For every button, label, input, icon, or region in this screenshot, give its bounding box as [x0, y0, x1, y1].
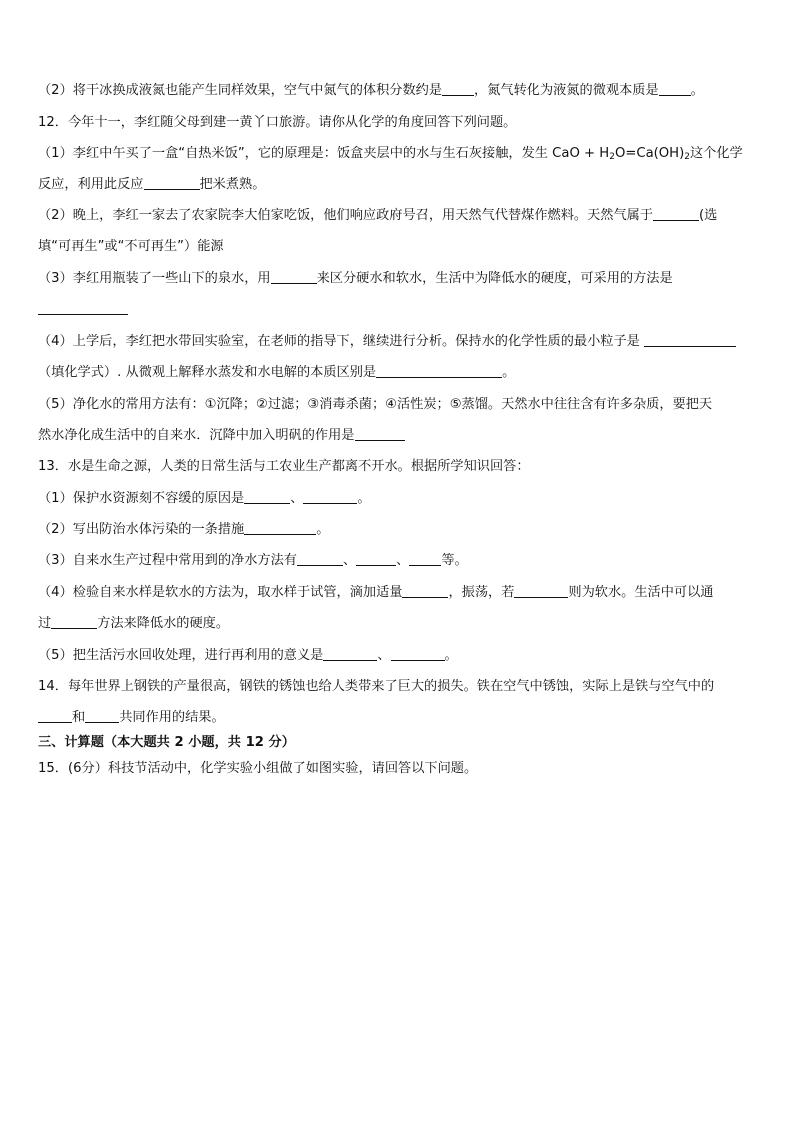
answer-blank[interactable]	[644, 332, 736, 347]
answer-blank[interactable]	[355, 426, 405, 441]
q12-part5-line1: （5）净化水的常用方法有：①沉降；②过滤；③消毒杀菌；④活性炭；⑤蒸馏。天然水中往往含有许多杂质，要把天	[38, 397, 713, 412]
text: 这个化学	[689, 146, 743, 161]
answer-blank[interactable]	[38, 708, 72, 723]
text: 然水净化成生活中的自来水．沉降中加入明矾的作用是	[38, 428, 355, 443]
q12-part2-line1	[38, 206, 760, 226]
answer-blank[interactable]	[514, 583, 568, 598]
q14-stem-line2	[38, 708, 760, 728]
q12-part3-line2	[38, 300, 760, 320]
answer-blank[interactable]	[244, 489, 290, 504]
q13-part3	[38, 551, 760, 571]
q13-part1	[38, 489, 760, 509]
answer-blank[interactable]	[271, 269, 317, 284]
text: （1）保护水资源刻不容缓的原因是	[38, 491, 245, 506]
text: （1）李红中午买了一盒“自热米饭”，它的原理是：饭盒夹层中的水与生石灰接触，发生 CaO + H	[38, 146, 610, 161]
text: 、	[290, 491, 304, 506]
text: （4）上学后，李红把水带回实验室，在老师的指导下，继续进行分析。保持水的化学性质的最小粒子是	[38, 334, 640, 349]
text: （2）写出防治水体污染的一条措施	[38, 522, 245, 537]
answer-blank[interactable]	[653, 206, 699, 221]
text: 、	[377, 648, 391, 663]
text: 方法来降低水的硬度。	[97, 616, 230, 631]
text: 。	[502, 365, 516, 380]
answer-blank[interactable]	[659, 81, 691, 96]
q12-part2-line2: 填“可再生”或“不可再生”）能源	[38, 239, 224, 254]
text: 、	[396, 553, 410, 568]
text: （填化学式）. 从微观上解释水蒸发和水电解的本质区别是	[38, 365, 377, 380]
text: 和	[72, 710, 86, 725]
q11-part2-line	[38, 81, 760, 101]
answer-blank[interactable]	[323, 646, 377, 661]
q15-stem: 15．(6分）科技节活动中，化学实验小组做了如图实验，请回答以下问题。	[38, 761, 478, 776]
q12-part5-line2	[38, 426, 760, 446]
text: 过	[38, 616, 52, 631]
q14-stem-line1: 14．每年世界上钢铁的产量很高，钢铁的锈蚀也给人类带来了巨大的损失。铁在空气中锈蚀，实际上是铁与空气中的	[38, 679, 715, 694]
answer-blank[interactable]	[402, 583, 448, 598]
text: （5）把生活污水回收处理，进行再利用的意义是	[38, 648, 324, 663]
answer-blank[interactable]	[409, 551, 441, 566]
answer-blank[interactable]	[391, 646, 445, 661]
text: （4）检验自来水样是软水的方法为，取水样于试管，滴加适量	[38, 585, 403, 600]
subscript: 2	[684, 152, 690, 162]
text: (选	[699, 208, 718, 223]
answer-blank[interactable]	[297, 551, 343, 566]
text: O=Ca(OH)	[614, 146, 685, 161]
answer-blank[interactable]	[144, 175, 200, 190]
section-heading: 三、计算题（本大题共 2 小题，共 12 分）	[38, 735, 295, 750]
text: 。	[444, 648, 458, 663]
text: 。	[690, 83, 704, 98]
answer-blank[interactable]	[51, 614, 97, 629]
text: ，振荡，若	[448, 585, 515, 600]
q12-part1-line2	[38, 175, 760, 195]
answer-blank[interactable]	[303, 489, 357, 504]
text: 、	[342, 553, 357, 568]
q13-part4-line1	[38, 583, 760, 603]
answer-blank[interactable]	[356, 551, 396, 566]
answer-blank[interactable]	[442, 81, 474, 96]
q12-part3-line1	[38, 269, 760, 289]
answer-blank[interactable]	[85, 708, 119, 723]
q13-part5	[38, 646, 760, 666]
text: （3）自来水生产过程中常用到的净水方法有	[38, 553, 297, 568]
text: ，氮气转化为液氮的微观本质是	[474, 83, 659, 98]
q12-part1-line1	[38, 144, 760, 164]
text: 把米煮熟。	[199, 177, 266, 192]
answer-blank[interactable]	[244, 520, 316, 535]
q12-stem: 12．今年十一，李红随父母到建一黄丫口旅游。请你从化学的角度回答下列问题。	[38, 115, 517, 130]
text: （2）晚上，李红一家去了农家院李大伯家吃饭，他们响应政府号召，用天然气代替煤作燃料。天然气属于	[38, 208, 654, 223]
subscript: 2	[609, 152, 615, 162]
text: 。	[316, 522, 330, 537]
q13-part4-line2	[38, 614, 760, 634]
text: 。	[357, 491, 371, 506]
text: （2）将干冰换成液氮也能产生同样效果，空气中氮气的体积分数约是	[38, 83, 443, 98]
text: 来区分硬水和软水，生活中为降低水的硬度，可采用的方法是	[316, 271, 673, 286]
text: （3）李红用瓶装了一些山下的泉水，用	[38, 271, 271, 286]
q12-part4-line1	[38, 332, 760, 352]
text: 等。	[441, 553, 468, 568]
q12-part4-line2	[38, 363, 760, 383]
text: 则为软水。生活中可以通	[568, 585, 714, 600]
q13-stem: 13．水是生命之源，人类的日常生活与工农业生产都离不开水。根据所学知识回答：	[38, 459, 530, 474]
text: 反应，利用此反应	[38, 177, 144, 192]
q13-part2	[38, 520, 760, 540]
answer-blank[interactable]	[38, 300, 128, 315]
answer-blank[interactable]	[376, 363, 502, 378]
text: 共同作用的结果。	[119, 710, 225, 725]
